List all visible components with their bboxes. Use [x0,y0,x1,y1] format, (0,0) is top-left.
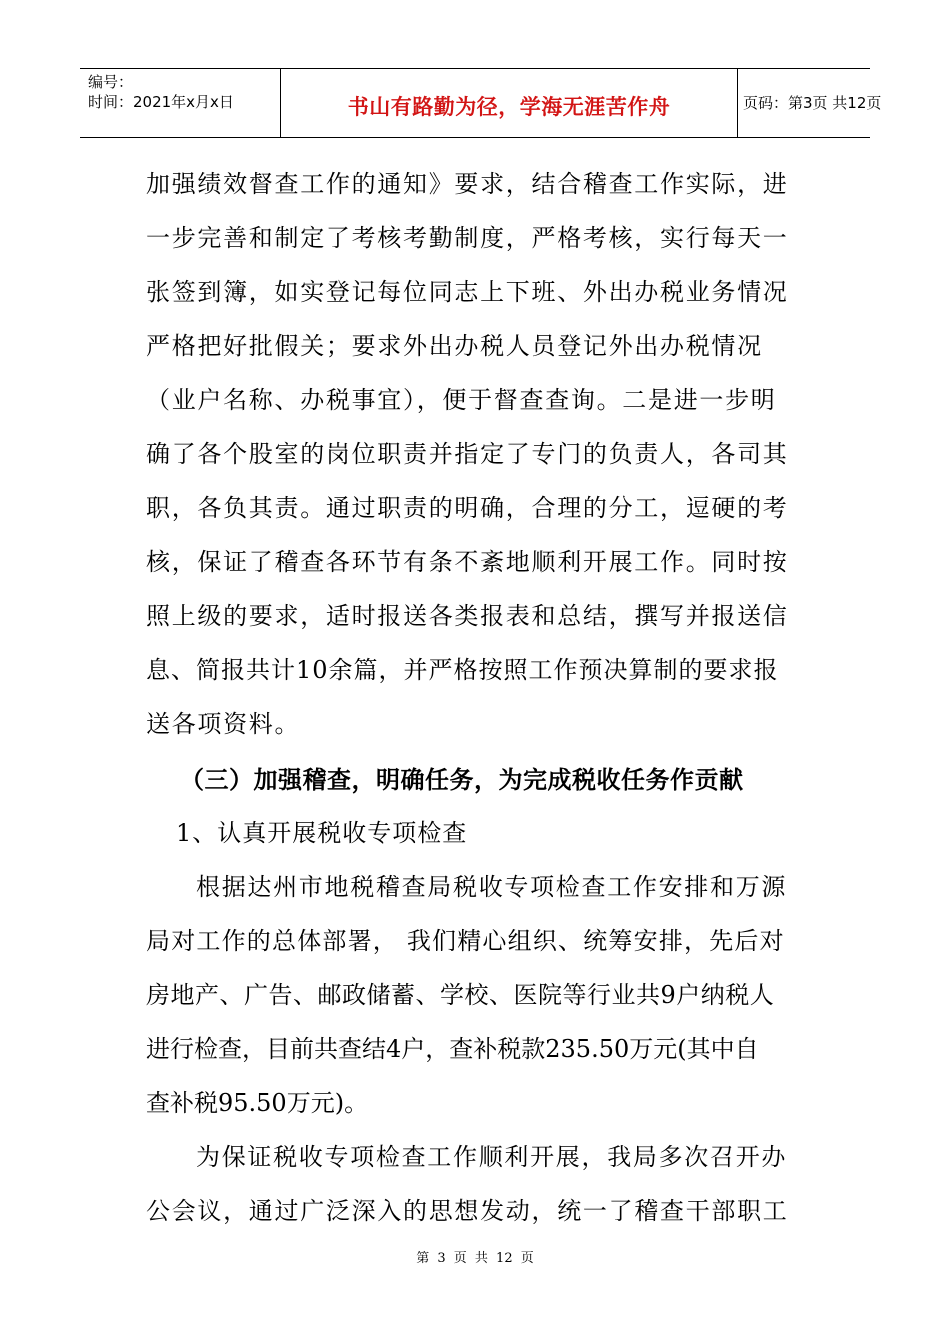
section-heading: （三）加强稽查，明确任务，为完成税收任务作贡献 [180,766,744,794]
body-line: 进行检查，目前共查结4户，查补税款235.50万元(其中自 [146,1035,759,1063]
body-line: 一步完善和制定了考核考勤制度，严格考核，实行每天一 [146,224,789,252]
header-info-cell [80,69,280,137]
header-motto: 书山有路勤为径，学海无涯苦作舟 [347,95,671,119]
body-line: 照上级的要求，适时报送各类报表和总结，撰写并报送信 [146,602,789,630]
body-line: （业户名称、办税事宜），便于督查查询。二是进一步明 [146,386,777,414]
body-line: 核，保证了稽查各环节有条不紊地顺利开展工作。同时按 [146,548,789,576]
body-line: 为保证税收专项检查工作顺利开展，我局多次召开办 [196,1143,788,1171]
body-line: 职，各负其责。通过职责的明确，合理的分工，逗硬的考 [146,494,789,522]
body-line: 根据达州市地税稽查局税收专项检查工作安排和万源 [196,873,788,901]
header-page-cell [737,69,882,137]
body-line: 严格把好批假关；要求外出办税人员登记外出办税情况 [146,332,763,360]
document-number-label: 编号： [88,73,134,91]
body-line: 房地产、广告、邮政储蓄、学校、医院等行业共9户纳税人 [146,981,775,1009]
sub-heading: 1、认真开展税收专项检查 [176,819,468,847]
header-motto-cell [280,69,738,137]
body-line: 确了各个股室的岗位职责并指定了专门的负责人，各司其 [146,440,789,468]
body-line: 查补税95.50万元)。 [146,1089,369,1117]
page-header [80,68,882,138]
document-date-label: 时间：2021年x月x日 [88,93,234,111]
body-line: 加强绩效督查工作的通知》要求，结合稽查工作实际，进 [146,170,789,198]
body-line: 送各项资料。 [146,710,301,738]
body-line: 局对工作的总体部署， 我们精心组织、统筹安排，先后对 [146,927,785,955]
page-footer: 第 3 页 共 12 页 [416,1251,534,1266]
body-line: 公会议，通过广泛深入的思想发动，统一了稽查干部职工 [146,1197,789,1225]
body-line: 息、简报共计10余篇，并严格按照工作预决算制的要求报 [146,656,779,684]
body-line: 张签到簿，如实登记每位同志上下班、外出办税业务情况 [146,278,789,306]
header-page-label: 页码：第3页 共12页 [743,94,882,112]
